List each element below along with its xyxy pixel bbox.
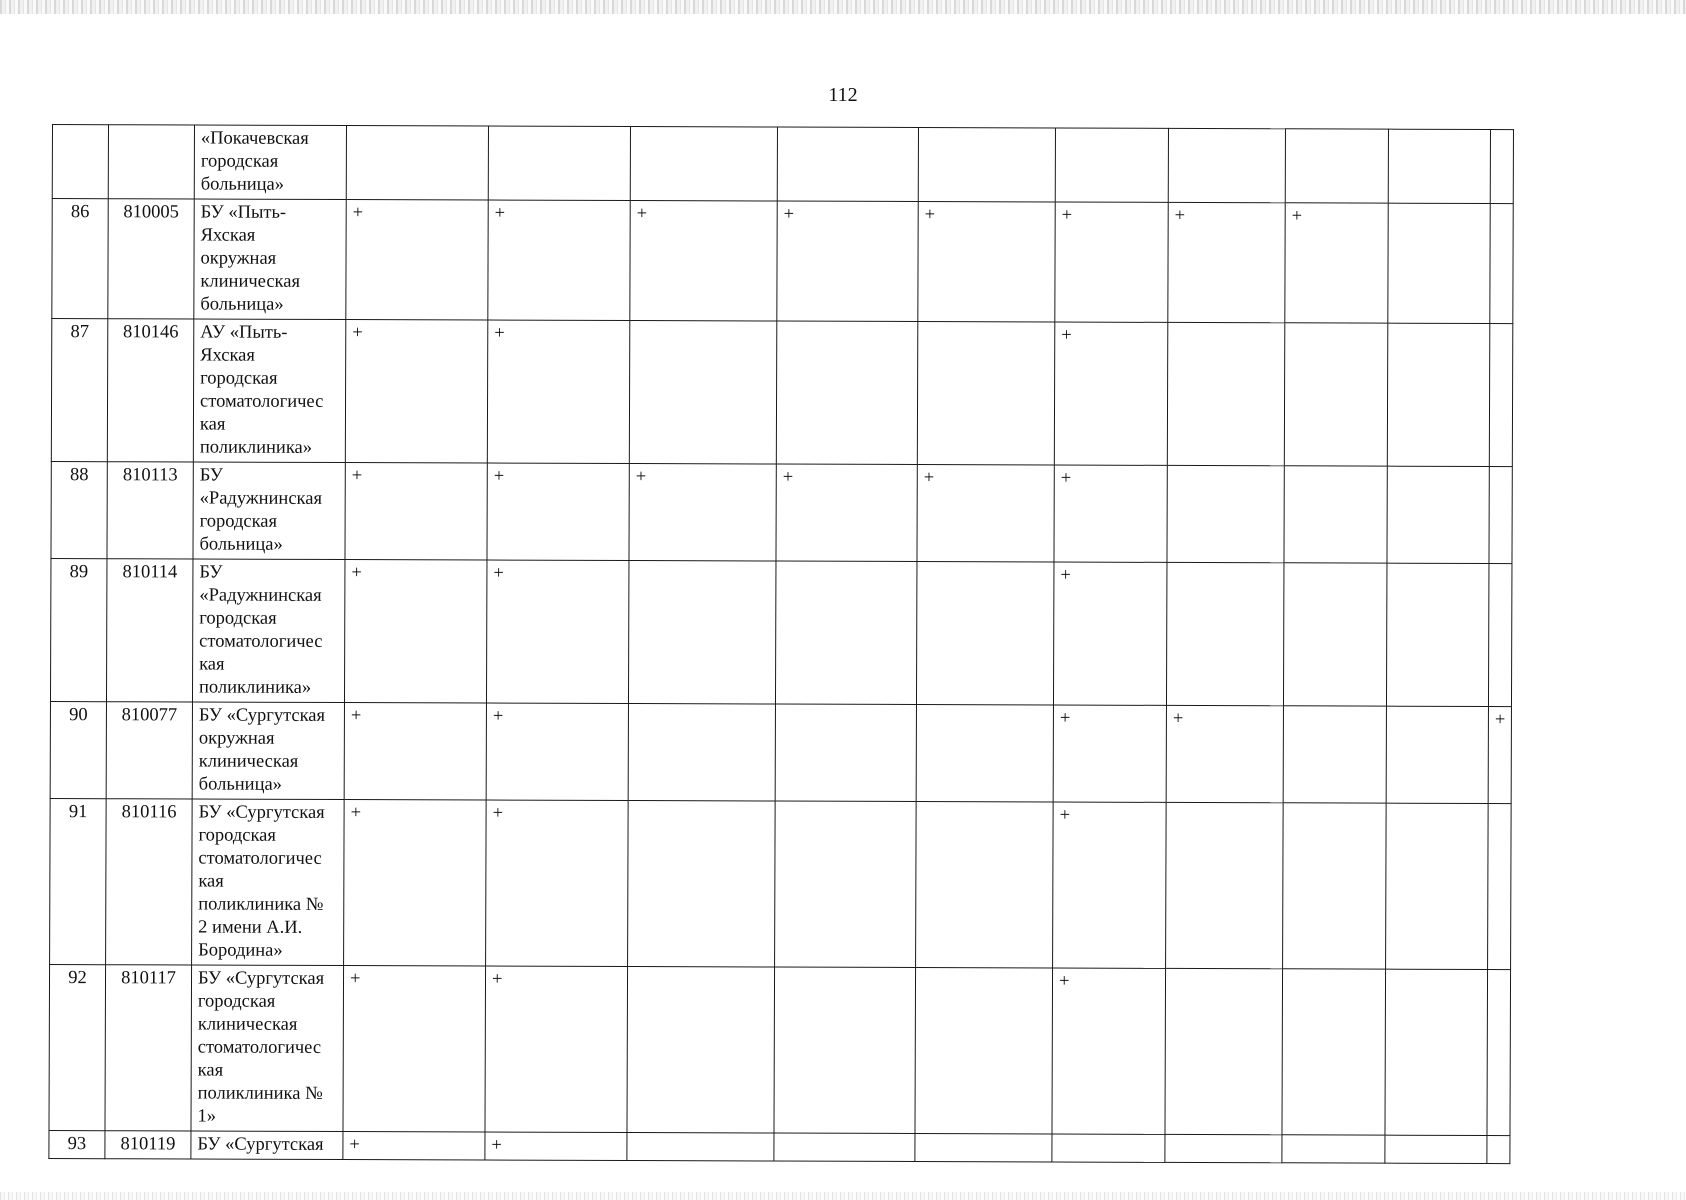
- page-number: 112: [828, 84, 858, 106]
- institution-name-cell: [192, 702, 344, 800]
- mark-cell: +: [485, 1132, 627, 1160]
- mark-cell: [1490, 204, 1514, 324]
- row-number-cell: 89: [50, 558, 106, 701]
- institution-name-line: поликлиника №: [197, 1083, 323, 1104]
- institution-name-line: «Радужнинская: [199, 488, 323, 509]
- table-row: [49, 964, 1511, 1135]
- registry-code-cell: 810005: [108, 199, 194, 319]
- registry-code-cell: 810146: [107, 319, 193, 462]
- mark-cell: [629, 321, 776, 465]
- mark-cell: +: [487, 320, 629, 463]
- mark-cell: [1388, 203, 1490, 323]
- mark-cell: [1487, 970, 1511, 1136]
- institution-name-line: «Покачевская: [200, 128, 309, 149]
- mark-cell: [1284, 323, 1387, 466]
- institution-name-line: городская: [199, 511, 278, 532]
- institution-name-line: АУ «Пыть-: [200, 322, 288, 343]
- registry-code-cell: 810077: [106, 702, 192, 799]
- mark-cell: +: [346, 200, 488, 320]
- mark-cell: [915, 1134, 1052, 1162]
- institution-name-line: стоматологичес: [198, 848, 322, 869]
- mark-cell: [776, 321, 917, 464]
- mark-cell: [1387, 466, 1489, 563]
- mark-cell: [916, 705, 1053, 802]
- table-row: [51, 461, 1513, 563]
- mark-cell: [918, 128, 1055, 202]
- mark-cell: [1388, 129, 1490, 203]
- mark-cell: +: [488, 200, 630, 320]
- institution-name-line: БУ «Сургутская: [198, 802, 325, 823]
- mark-cell: [1283, 706, 1386, 803]
- row-number-cell: [52, 125, 108, 199]
- mark-cell: [1165, 968, 1283, 1134]
- mark-cell: +: [344, 800, 487, 966]
- row-number-cell: 87: [51, 319, 107, 462]
- mark-cell: [1055, 128, 1168, 202]
- institution-name-line: больница»: [198, 774, 282, 795]
- mark-cell: [777, 127, 918, 201]
- mark-cell: +: [1053, 562, 1166, 705]
- institution-name-line: стоматологичес: [199, 631, 323, 652]
- mark-cell: +: [918, 202, 1055, 322]
- mark-cell: [627, 967, 775, 1134]
- institution-name-line: городская: [197, 991, 276, 1012]
- institution-name-line: городская: [198, 825, 276, 846]
- registry-code-cell: 810113: [107, 462, 193, 559]
- institution-name-line: больница»: [200, 174, 285, 195]
- mark-cell: [1385, 969, 1488, 1135]
- table-row: [50, 558, 1512, 706]
- mark-cell: +: [1168, 202, 1285, 322]
- institution-name-line: БУ «Сургутская: [197, 968, 325, 989]
- mark-cell: [1168, 128, 1285, 202]
- mark-cell: [774, 967, 916, 1133]
- institution-name-line: «Радужнинская: [199, 585, 322, 606]
- mark-cell: [1487, 1136, 1511, 1164]
- mark-cell: +: [487, 463, 629, 560]
- institution-name-line: Яхская: [200, 225, 256, 246]
- institution-name-line: кая: [199, 654, 225, 675]
- mark-cell: [1283, 803, 1387, 969]
- institution-name-cell: [194, 125, 346, 200]
- mark-cell: +: [1054, 465, 1167, 562]
- institution-name-line: БУ: [199, 562, 223, 583]
- mark-cell: +: [1052, 968, 1166, 1134]
- row-number-cell: 88: [51, 461, 107, 558]
- mark-cell: +: [1166, 705, 1283, 802]
- mark-cell: +: [345, 320, 487, 463]
- institution-name-line: БУ «Сургутская: [197, 1134, 324, 1155]
- mark-cell: [916, 562, 1053, 705]
- mark-cell: [775, 801, 917, 967]
- mark-cell: [1166, 802, 1284, 968]
- institution-name-cell: [192, 559, 344, 703]
- institution-name-line: поликлиника»: [198, 677, 312, 698]
- institution-name-line: 2 имени А.И.: [198, 917, 303, 938]
- mark-cell: [1282, 1135, 1385, 1163]
- mark-cell: [628, 801, 776, 968]
- mark-cell: [1489, 324, 1513, 467]
- mark-cell: +: [630, 201, 777, 322]
- institution-name-line: кая: [199, 414, 226, 435]
- institution-name-line: окружная: [200, 248, 277, 269]
- institutions-table: [48, 124, 1514, 1164]
- mark-cell: [917, 322, 1054, 465]
- mark-cell: [1387, 323, 1489, 466]
- institution-name-cell: [192, 799, 345, 966]
- row-number-cell: 93: [49, 1130, 105, 1158]
- mark-cell: [1166, 562, 1283, 705]
- institution-name-line: Яхская: [200, 345, 255, 366]
- institution-name-line: БУ: [199, 465, 223, 486]
- mark-cell: [775, 561, 916, 704]
- mark-cell: [1282, 969, 1386, 1135]
- mark-cell: +: [485, 966, 628, 1132]
- registry-code-cell: 810114: [106, 559, 192, 702]
- mark-cell: [1488, 804, 1512, 970]
- row-number-cell: 86: [52, 199, 108, 319]
- institution-name-line: больница»: [199, 534, 283, 555]
- mark-cell: +: [345, 463, 487, 560]
- mark-cell: [1386, 563, 1488, 706]
- institution-name-line: поликлиника №: [198, 894, 324, 915]
- institution-name-line: клиническая: [200, 271, 301, 292]
- mark-cell: +: [1053, 802, 1167, 968]
- mark-cell: [630, 127, 777, 202]
- mark-cell: +: [344, 703, 486, 800]
- mark-cell: +: [1055, 202, 1168, 322]
- institution-name-line: больница»: [200, 294, 284, 315]
- registry-code-cell: 810119: [105, 1131, 191, 1159]
- institution-name-line: городская: [200, 151, 279, 172]
- mark-cell: [775, 704, 916, 801]
- mark-cell: [916, 802, 1054, 968]
- mark-cell: +: [1054, 322, 1167, 465]
- mark-cell: +: [1488, 707, 1512, 804]
- table-row: [49, 1130, 1511, 1163]
- mark-cell: [774, 1133, 915, 1161]
- scan-edge-bottom: [0, 1192, 1686, 1200]
- scan-edge-top: [0, 0, 1686, 14]
- registry-code-cell: [108, 125, 194, 199]
- mark-cell: [1489, 467, 1513, 564]
- mark-cell: [1488, 564, 1512, 707]
- mark-cell: [1386, 706, 1488, 803]
- mark-cell: [628, 561, 775, 705]
- registry-code-cell: 810116: [106, 799, 193, 965]
- institution-name-line: кая: [197, 1060, 224, 1081]
- row-number-cell: 90: [50, 701, 106, 798]
- institution-name-line: стоматологичес: [197, 1037, 322, 1058]
- institution-name-line: БУ «Сургутская: [198, 705, 326, 726]
- institution-name-line: городская: [200, 368, 278, 389]
- mark-cell: [915, 968, 1053, 1134]
- registry-code-cell: 810117: [105, 965, 192, 1131]
- institution-name-line: поликлиника»: [199, 437, 313, 458]
- mark-cell: [1167, 322, 1284, 465]
- mark-cell: +: [1053, 705, 1166, 802]
- table-body: [49, 125, 1514, 1164]
- institution-name-line: клиническая: [198, 751, 299, 772]
- institution-name-line: БУ «Пыть-: [200, 202, 287, 223]
- institution-name-line: клиническая: [197, 1014, 298, 1035]
- mark-cell: [628, 704, 775, 802]
- table-row: [52, 199, 1514, 324]
- mark-cell: [1283, 563, 1386, 706]
- institution-name-cell: [194, 199, 346, 320]
- row-number-cell: 92: [49, 964, 106, 1130]
- mark-cell: +: [776, 464, 917, 561]
- mark-cell: [1165, 1134, 1282, 1162]
- table-row: [52, 125, 1514, 204]
- mark-cell: +: [486, 560, 628, 703]
- institution-name-line: кая: [198, 871, 224, 892]
- institution-name-cell: [191, 1131, 343, 1160]
- institution-name-line: 1»: [197, 1106, 217, 1127]
- mark-cell: [346, 126, 488, 200]
- row-number-cell: 91: [50, 798, 107, 964]
- mark-cell: +: [344, 560, 486, 703]
- institution-name-cell: [191, 965, 344, 1132]
- institution-name-cell: [193, 319, 345, 463]
- mark-cell: +: [917, 465, 1054, 562]
- mark-cell: [1385, 1135, 1487, 1163]
- table-row: [50, 798, 1512, 969]
- table-row: [51, 319, 1513, 467]
- mark-cell: +: [486, 703, 628, 800]
- institution-name-line: стоматологичес: [199, 391, 324, 412]
- mark-cell: [1284, 466, 1387, 563]
- mark-cell: +: [343, 966, 486, 1132]
- table-row: [50, 701, 1512, 803]
- mark-cell: +: [629, 464, 776, 562]
- mark-cell: [1285, 129, 1388, 203]
- institution-name-line: окружная: [198, 728, 275, 749]
- mark-cell: +: [777, 201, 918, 321]
- mark-cell: [627, 1133, 774, 1162]
- institution-name-line: Бородина»: [198, 940, 283, 961]
- mark-cell: [1167, 465, 1284, 562]
- institution-name-cell: [193, 462, 345, 560]
- table-container: [48, 124, 1514, 1164]
- institution-name-line: городская: [199, 608, 277, 629]
- mark-cell: [1490, 130, 1514, 204]
- mark-cell: +: [343, 1132, 485, 1160]
- mark-cell: +: [486, 800, 629, 966]
- mark-cell: [1386, 803, 1489, 969]
- mark-cell: [488, 126, 630, 200]
- mark-cell: [1052, 1134, 1165, 1162]
- mark-cell: +: [1285, 203, 1388, 323]
